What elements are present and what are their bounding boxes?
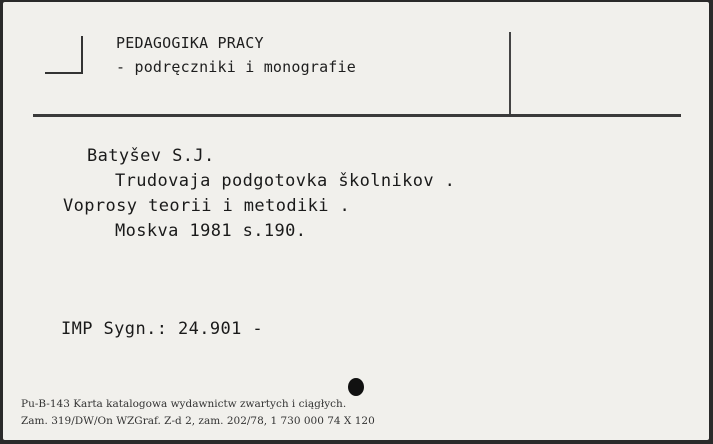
header-vertical-rule (509, 32, 511, 114)
catalog-card (3, 2, 709, 440)
author-line: Batyšev S.J. (87, 146, 215, 166)
footer-form-line: Pu-B-143 Karta katalogowa wydawnictw zwartych i ciągłych. (21, 398, 347, 410)
subtitle-line: Voprosy teorii i metodiki . (63, 196, 351, 216)
card-punch-hole (348, 378, 364, 396)
subject-heading: PEDAGOGIKA PRACY (116, 34, 264, 52)
call-number-line: IMP Sygn.: 24.901 - (61, 319, 264, 339)
title-line: Trudovaja podgotovka školnikov . (115, 171, 456, 191)
footer-print-line: Zam. 319/DW/On WZGraf. Z-d 2, zam. 202/78, 1 730 000 74 X 120 (21, 415, 375, 427)
imprint-line: Moskva 1981 s.190. (115, 221, 307, 241)
corner-bracket-mark (45, 36, 83, 74)
header-horizontal-rule (33, 114, 681, 117)
subject-subheading: - podręczniki i monografie (116, 58, 356, 76)
